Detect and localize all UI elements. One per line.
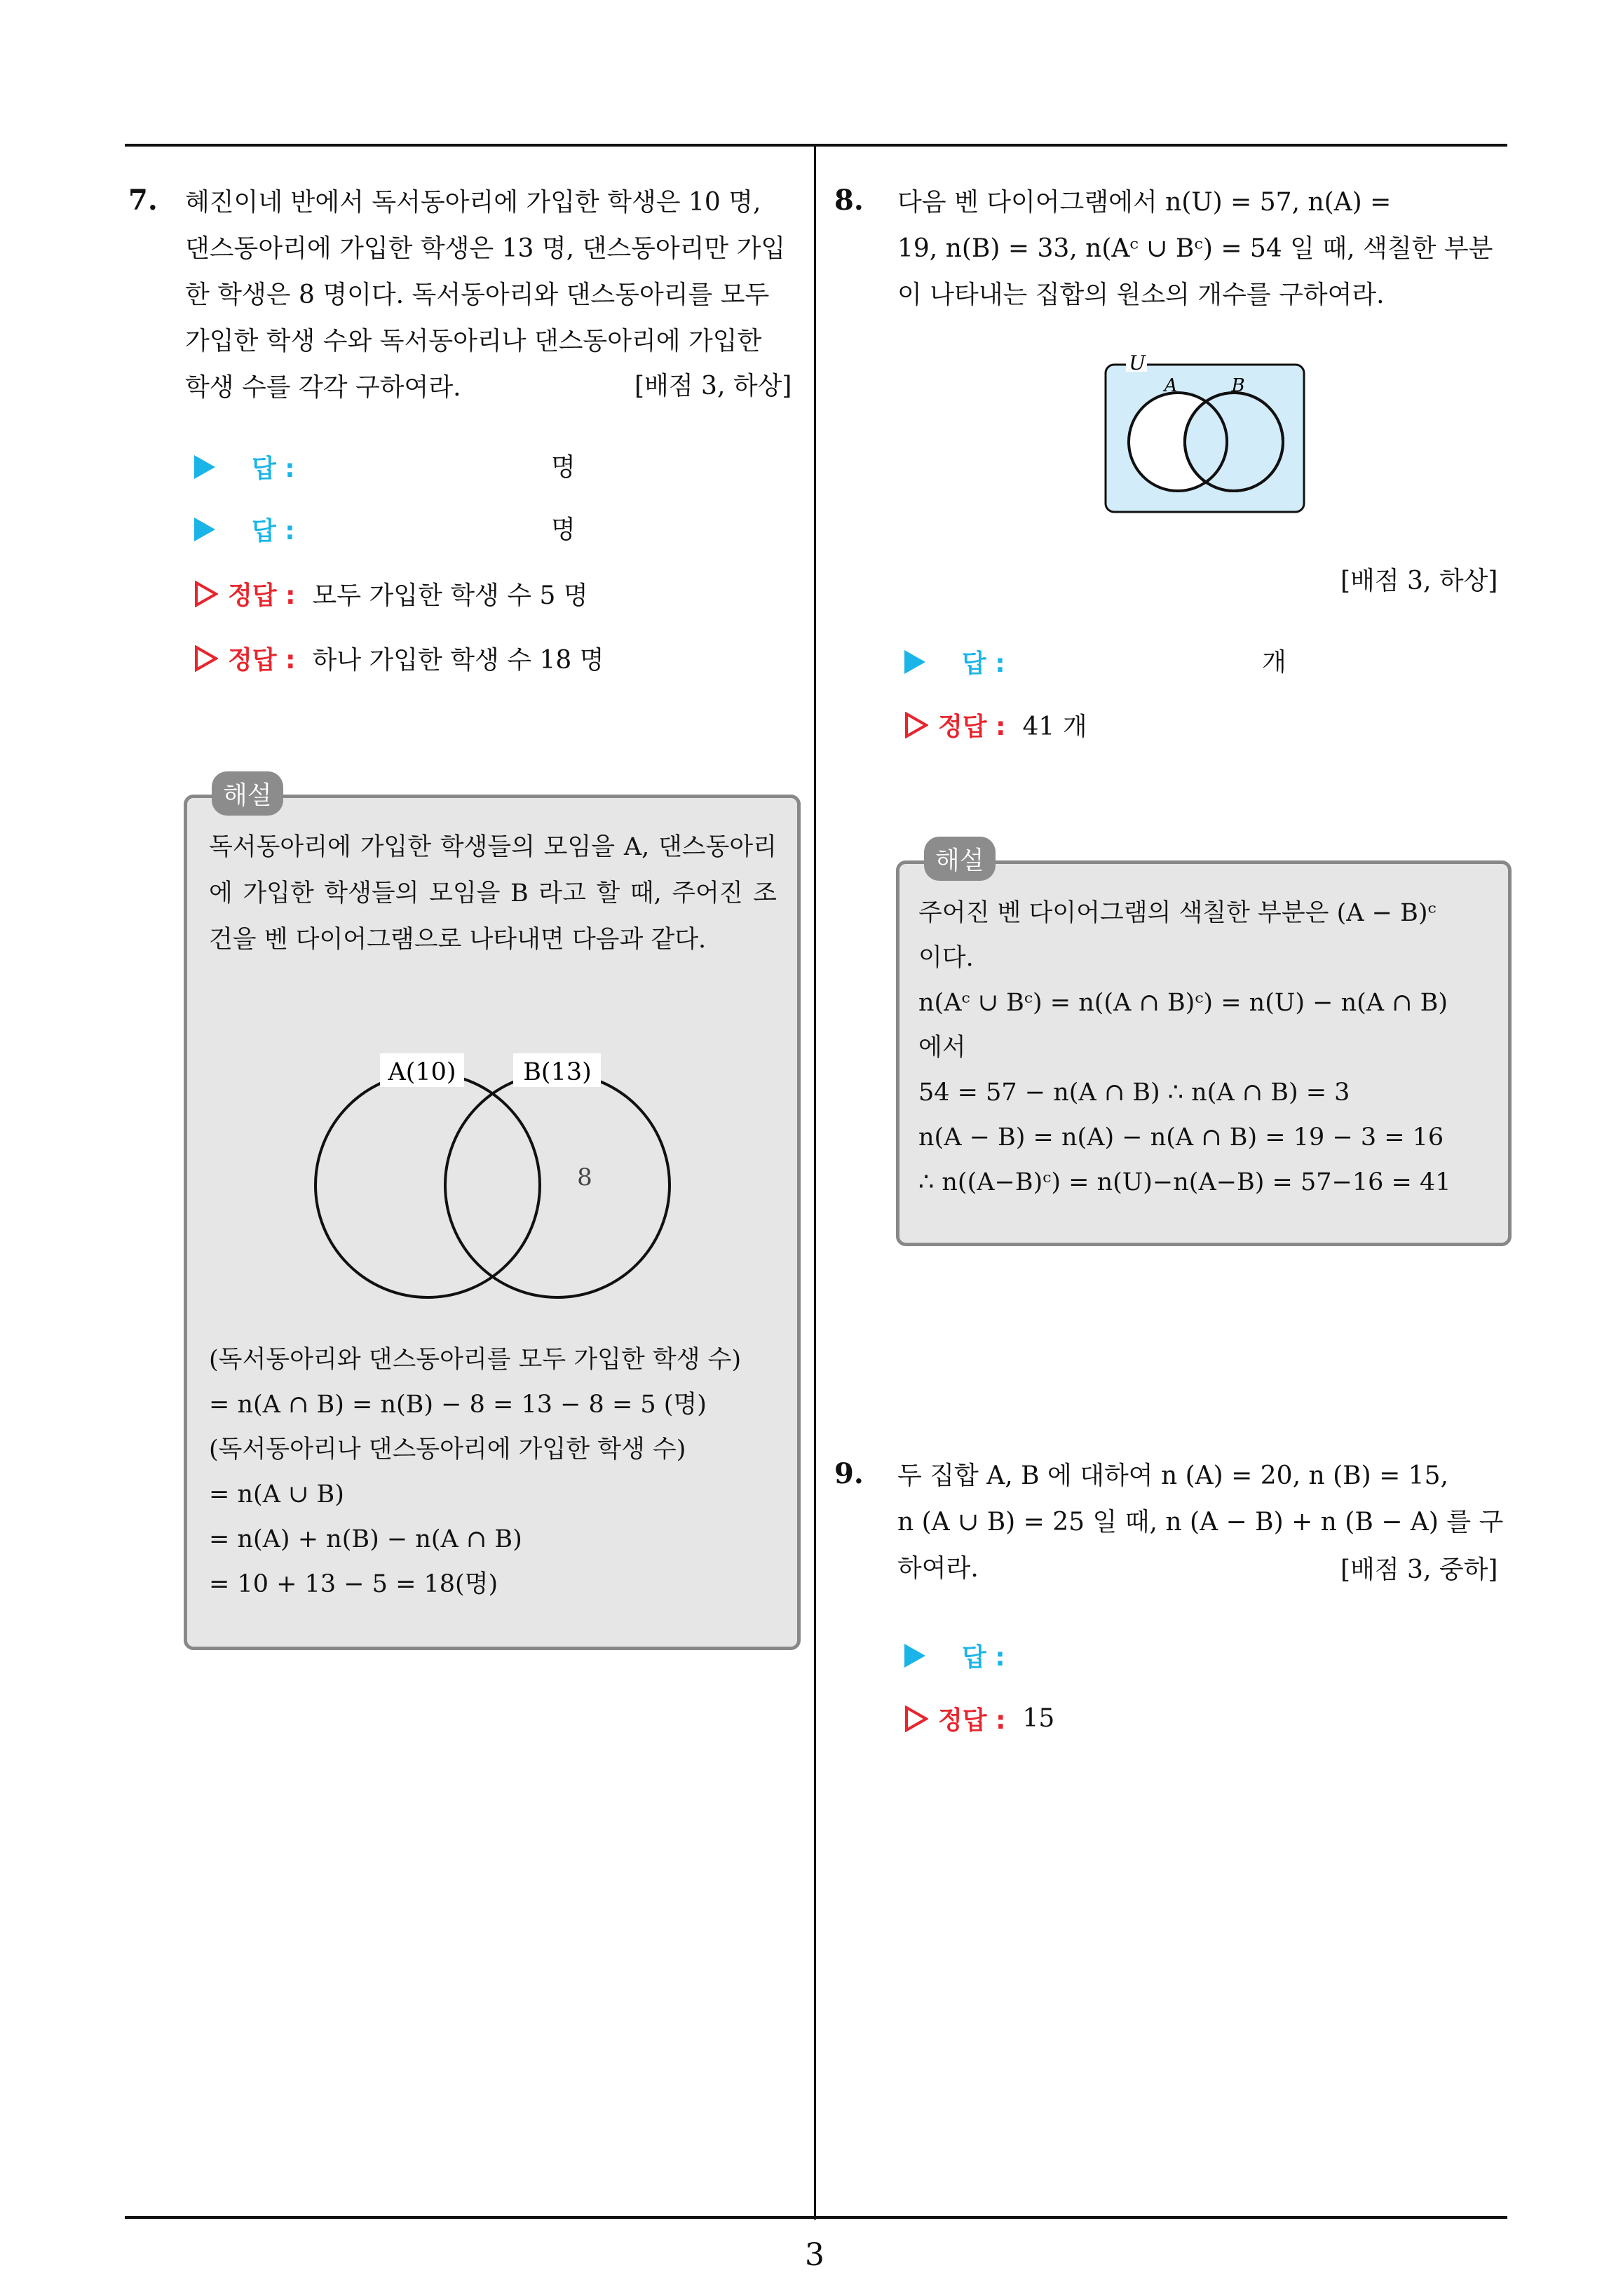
solution-text: 독서동아리에 가입한 학생들의 모임을 A, 댄스동아리에 가입한 학생들의 모임을 B 라고 할 때, 주어진 조건을 벤 다이어그램으로 나타내면 다음과 같다.: [209, 833, 777, 954]
answer-row-2: [194, 511, 295, 547]
venn-circle-b: [445, 1073, 670, 1297]
answer-row-1: [194, 449, 295, 485]
correct-row-2: [194, 640, 604, 676]
solution-line: (독서동아리나 댄스동아리에 가입한 학생 수): [209, 1436, 686, 1464]
question-line: 댄스동아리에 가입한 학생은 13 명, 댄스동아리만 가입: [185, 234, 786, 263]
correct-label: 정답 :: [228, 581, 296, 610]
solution-7-steps: [209, 1337, 784, 1607]
correct-label: 정답 :: [938, 713, 1006, 741]
bottom-rule: [125, 2216, 1507, 2219]
top-rule: [125, 144, 1507, 147]
correct-answer: 하나 가입한 학생 수 18 명: [312, 646, 604, 675]
venn-diagram-8: [1101, 344, 1311, 519]
open-triangle-icon: [194, 581, 218, 607]
venn-label-a: A(10): [388, 1058, 456, 1086]
question-8-number: 8.: [834, 184, 864, 217]
play-triangle-icon: [904, 650, 925, 674]
venn-diagram-7: [294, 1045, 687, 1311]
solution-line: ∴ n((A−B)ᶜ) = n(U)−n(A−B) = 57−16 = 41: [918, 1168, 1451, 1196]
solution-8-steps: [918, 891, 1493, 1205]
answer-label: 답 :: [962, 1643, 1005, 1672]
question-line: 이 나타내는 집합의 원소의 개수를 구하여라.: [897, 281, 1385, 309]
venn-label-b: B(13): [523, 1058, 592, 1086]
question-8-score: [배점 3, 하상]: [1340, 567, 1498, 595]
open-triangle-icon: [904, 712, 928, 738]
solution-line: = 10 + 13 − 5 = 18(명): [209, 1570, 498, 1598]
answer-unit: 명: [551, 453, 576, 482]
solution-line: = n(A ∪ B): [209, 1480, 344, 1508]
open-triangle-icon: [904, 1706, 928, 1732]
solution-line: 주어진 벤 다이어그램의 색칠한 부분은 (A − B)ᶜ: [918, 899, 1437, 927]
venn-label-b: B: [1231, 375, 1245, 396]
solution-line: 에서: [918, 1034, 966, 1062]
solution-line: 이다.: [918, 944, 974, 972]
venn-only-b-count: 8: [577, 1163, 592, 1191]
solution-line: (독서동아리와 댄스동아리를 모두 가입한 학생 수): [209, 1346, 742, 1374]
correct-row-1: [194, 576, 588, 612]
correct-answer: 41 개: [1022, 713, 1087, 741]
solution-7-intro: [209, 824, 777, 963]
answer-label: 답 :: [252, 454, 295, 483]
question-line: 혜진이네 반에서 독서동아리에 가입한 학생은 10 명,: [185, 188, 761, 217]
answer-unit: 명: [551, 515, 576, 544]
question-line: 두 집합 A, B 에 대하여 n (A) = 20, n (B) = 15,: [897, 1461, 1448, 1490]
solution-line: 54 = 57 − n(A ∩ B) ∴ n(A ∩ B) = 3: [918, 1079, 1350, 1107]
question-line: 다음 벤 다이어그램에서 n(U) = 57, n(A) =: [897, 188, 1392, 217]
play-triangle-icon: [194, 455, 215, 479]
page-number: 3: [805, 2237, 824, 2273]
open-triangle-icon: [194, 645, 218, 672]
question-line: 학생 수를 각각 구하여라.: [185, 373, 461, 402]
venn-label-a: A: [1164, 375, 1178, 396]
solution-tag: 해설: [212, 771, 283, 816]
question-line: 가입한 학생 수와 독서동아리나 댄스동아리에 가입한: [185, 327, 762, 356]
solution-line: n(A − B) = n(A) − n(A ∩ B) = 19 − 3 = 16: [918, 1123, 1444, 1152]
correct-label: 정답 :: [938, 1706, 1006, 1735]
venn-label-u: U: [1129, 351, 1146, 374]
answer-label: 답 :: [962, 649, 1005, 678]
column-divider: [814, 144, 816, 2220]
solution-tag: 해설: [924, 837, 996, 881]
question-line: 하여라.: [897, 1554, 979, 1583]
correct-row: [904, 1701, 1054, 1736]
answer-label: 답 :: [252, 517, 295, 546]
answer-row: [904, 644, 1005, 680]
solution-line: = n(A ∩ B) = n(B) − 8 = 13 − 8 = 5 (명): [209, 1391, 707, 1419]
play-triangle-icon: [904, 1644, 925, 1668]
question-9-number: 9.: [834, 1457, 864, 1490]
question-7-score: [배점 3, 하상]: [634, 372, 792, 400]
question-line: 19, n(B) = 33, n(Aᶜ ∪ Bᶜ) = 54 일 때, 색칠한 부분: [897, 234, 1493, 263]
correct-row: [904, 707, 1087, 743]
question-7-number: 7.: [128, 184, 158, 217]
question-9-score: [배점 3, 중하]: [1340, 1555, 1498, 1584]
venn-circle-a: [315, 1073, 540, 1297]
question-8-text: [897, 180, 1514, 318]
answer-unit: 개: [1262, 648, 1286, 677]
answer-row: [904, 1637, 1005, 1673]
solution-line: = n(A) + n(B) − n(A ∩ B): [209, 1525, 522, 1553]
question-line: 한 학생은 8 명이다. 독서동아리와 댄스동아리를 모두: [185, 281, 770, 309]
correct-answer: 모두 가입한 학생 수 5 명: [312, 581, 588, 610]
solution-line: n(Aᶜ ∪ Bᶜ) = n((A ∩ B)ᶜ) = n(U) − n(A ∩ B): [918, 989, 1448, 1017]
play-triangle-icon: [194, 518, 215, 541]
correct-label: 정답 :: [228, 646, 296, 675]
correct-answer: 15: [1022, 1704, 1055, 1733]
question-line: n (A ∪ B) = 25 일 때, n (A − B) + n (B − A) 를 구: [897, 1508, 1504, 1537]
